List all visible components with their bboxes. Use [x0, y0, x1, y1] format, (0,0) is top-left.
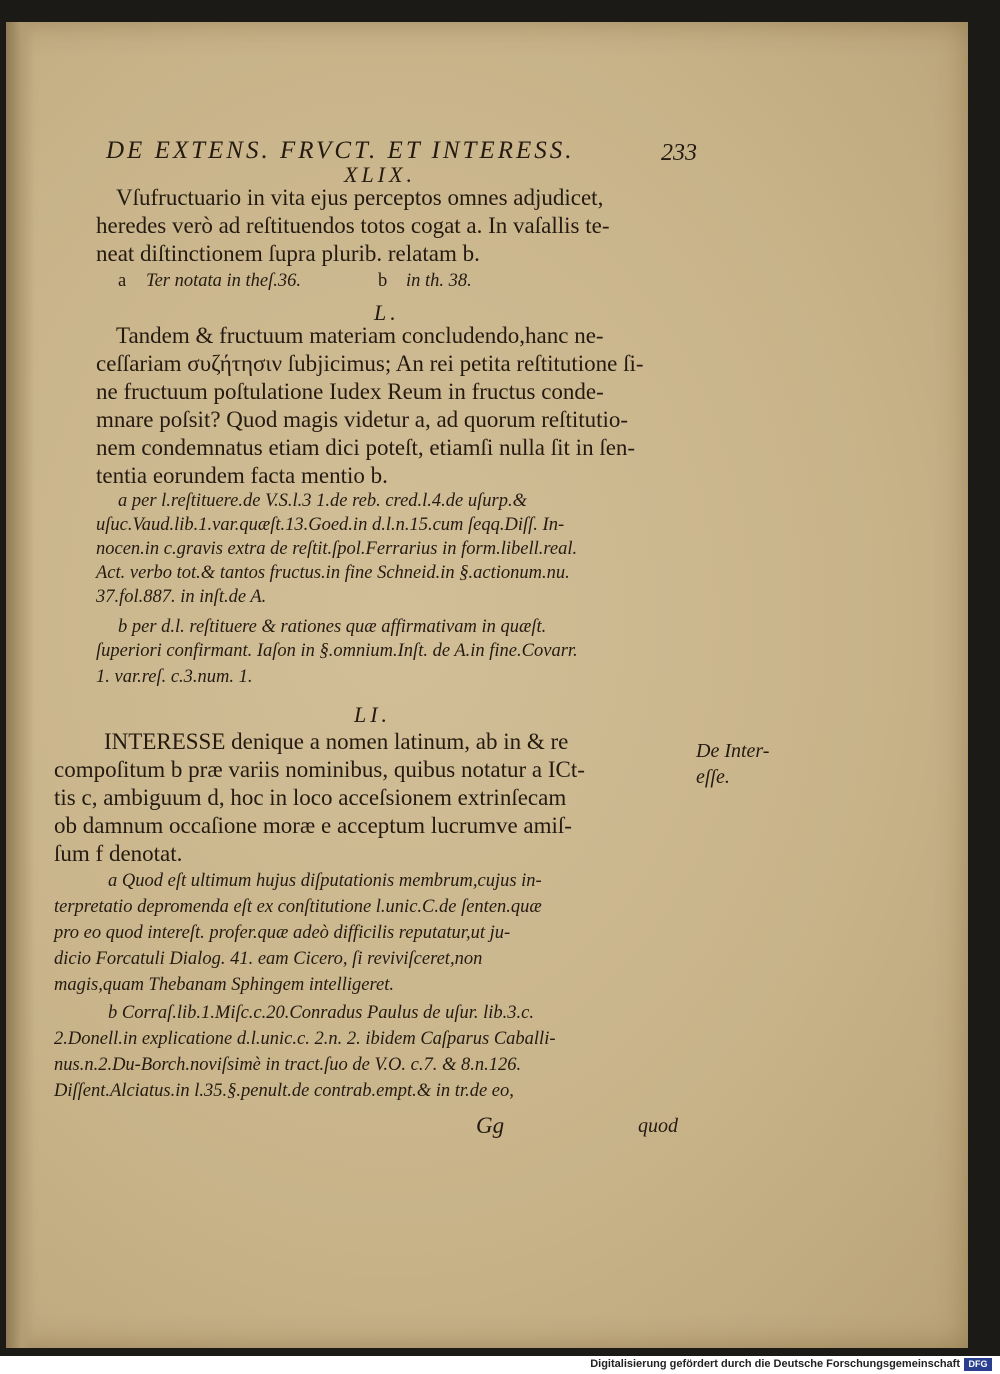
running-head: DE EXTENS. FRVCT. ET INTERESS.	[106, 137, 575, 164]
signature-mark: Gg	[476, 1113, 505, 1138]
footnote-line: dicio Forcatuli Dialog. 41. eam Cicero, ſi reviviſceret,non	[54, 949, 483, 969]
section-heading-li: LI.	[354, 702, 392, 727]
page-number: 233	[661, 140, 697, 166]
section-heading-l: L.	[374, 300, 400, 325]
body-line: Vſufructuario in vita ejus perceptos omnes adjudicet,	[116, 185, 604, 210]
body-line: tis c, ambiguum d, hoc in loco acceſsionem extrinſecam	[54, 785, 567, 810]
catchword: quod	[638, 1115, 678, 1137]
page-binding-shadow	[6, 22, 34, 1348]
body-line: compoſitum b præ variis nominibus, quibus notatur a ICt-	[54, 757, 585, 782]
body-line: neat diſtinctionem ſupra plurib. relatam b.	[96, 241, 480, 266]
footer-credit: Digitalisierung gefördert durch die Deutsche Forschungsgemeinschaft	[590, 1358, 960, 1370]
section-heading-xlix: XLIX.	[344, 162, 416, 187]
body-line: tentia eorundem facta mentio b.	[96, 463, 388, 488]
body-line: ob damnum occaſione moræ e acceptum lucrumve amiſ-	[54, 813, 572, 838]
footnote-label: a	[118, 271, 127, 291]
book-page	[6, 22, 968, 1348]
footnote-line: a Quod eſt ultimum hujus diſputationis membrum,cujus in-	[108, 871, 542, 891]
footnote-line: magis,quam Thebanam Sphingem intelligeret.	[54, 975, 394, 995]
footnote-line: 1. var.reſ. c.3.num. 1.	[96, 667, 253, 687]
body-line: heredes verò ad reſtituendos totos cogat a. In vaſallis te-	[96, 213, 610, 238]
body-line: ſum f denotat.	[54, 841, 183, 866]
body-line: ceſſariam συζήτησιν ſubjicimus; An rei petita reſtitutione ſi-	[96, 351, 644, 376]
body-line: INTERESSE denique a nomen latinum, ab in & re	[104, 729, 569, 754]
margin-note: De Inter-	[696, 740, 770, 762]
footnote-line: uſuc.Vaud.lib.1.var.quæſt.13.Goed.in d.l.n.15.cum ſeqq.Diſſ. In-	[96, 515, 565, 535]
footnote-line: Act. verbo tot.& tantos fructus.in fine Schneid.in §.actionum.nu.	[96, 563, 570, 583]
footnote-label: b	[378, 271, 388, 291]
footnote-line: b per d.l. reſtituere & rationes quæ affirmativam in quæſt.	[118, 617, 547, 637]
footnote-text: Ter notata in theſ.36.	[146, 271, 302, 291]
footnote-line: pro eo quod intereſt. profer.quæ adeò difficilis reputatur,ut ju-	[54, 923, 511, 943]
footnote-line: nocen.in c.gravis extra de reſtit.ſpol.Ferrarius in form.libell.real.	[96, 539, 578, 559]
body-line: nem condemnatus etiam dici poteſt, etiamſi nulla ſit in ſen-	[96, 435, 636, 460]
footnote-line: a per l.reſtituere.de V.S.l.3 1.de reb. cred.l.4.de uſurp.&	[118, 491, 527, 511]
footnote-line: Diſſent.Alciatus.in l.35.§.penult.de contrab.empt.& in tr.de eo,	[54, 1081, 514, 1101]
footnote-line: ſuperiori confirmant. Iaſon in §.omnium.Inſt. de A.in fine.Covarr.	[96, 641, 578, 661]
margin-note: eſſe.	[696, 766, 730, 788]
footnote-line: nus.n.2.Du-Borch.noviſsimè in tract.ſuo de V.O. c.7. & 8.n.126.	[54, 1055, 522, 1075]
dfg-logo-icon: DFG	[964, 1358, 992, 1371]
body-line: mnare poſsit? Quod magis videtur a, ad quorum reſtitutio-	[96, 407, 629, 432]
footnote-line: 37.fol.887. in inſt.de A.	[96, 587, 267, 607]
footnote-text: in th. 38.	[406, 271, 472, 291]
body-line: ne fructuum poſtulatione Iudex Reum in fructus conde-	[96, 379, 604, 404]
footnote-line: terpretatio depromenda eſt ex conſtitutione l.unic.C.de ſenten.quæ	[54, 897, 542, 917]
footnote-line: b Corraſ.lib.1.Miſc.c.20.Conradus Paulus de uſur. lib.3.c.	[108, 1003, 535, 1023]
body-line: Tandem & fructuum materiam concludendo,hanc ne-	[116, 323, 604, 348]
footnote-line: 2.Donell.in explicatione d.l.unic.c. 2.n. 2. ibidem Caſparus Caballi-	[54, 1029, 556, 1049]
